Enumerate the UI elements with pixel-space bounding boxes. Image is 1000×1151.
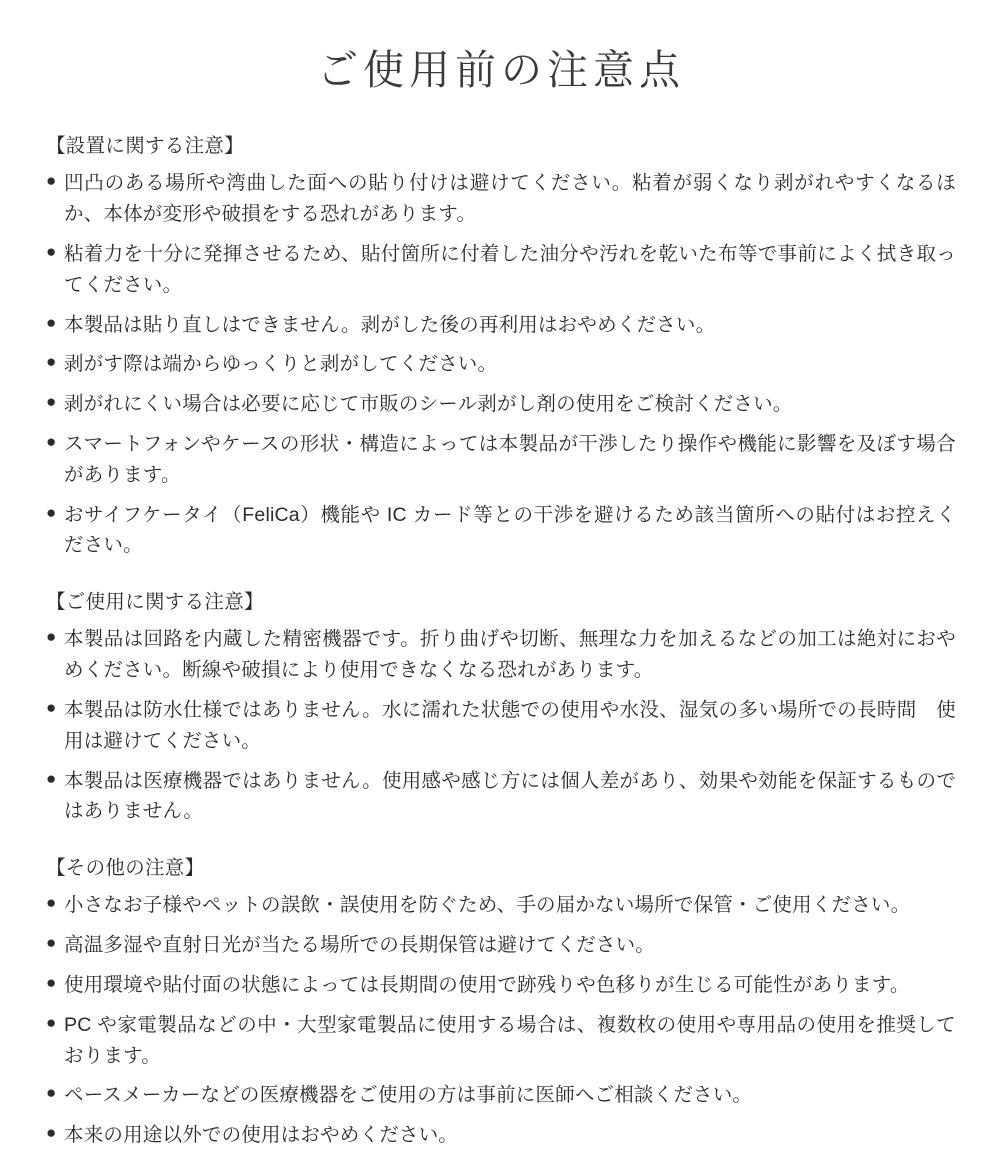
bullet-icon: ● [46,1012,57,1032]
list-item-text: 本来の用途以外での使用はおやめください。 [64,1124,459,1147]
bullet-icon: ● [46,893,57,913]
list-item [46,168,956,230]
bullet-icon: ● [46,312,57,332]
list-item [46,310,956,341]
page-title: ご使用前の注意点 [317,47,685,93]
bullet-icon: ● [46,171,57,191]
list-item-text: スマートフォンやケースの形状・構造によっては本製品が干渉したり操作や機能に影響を及ぼす場合があります。 [64,432,956,486]
list-item-text: 本製品は防水仕様ではありません。水に濡れた状態での使用や水没、湿気の多い場所での長時間 使用は避けてください。 [64,698,956,752]
list-item-text: 高温多湿や直射日光が当たる場所での長期保管は避けてください。 [64,934,656,957]
section-installation-notes [46,131,956,561]
bullet-icon: ● [46,627,57,647]
bullet-icon: ● [46,933,57,953]
list-item [46,239,956,301]
list-item-text: 本製品は貼り直しはできません。剥がした後の再利用はおやめください。 [64,313,716,336]
section-heading: 【その他の注意】 [46,857,205,880]
list-item [46,930,956,961]
list-item [46,890,956,921]
bullet-icon: ● [46,392,57,412]
bullet-icon: ● [46,352,57,372]
bullet-icon: ● [46,502,57,522]
bullet-icon: ● [46,1123,57,1143]
list-item-text: 剥がす際は端からゆっくりと剥がしてください。 [64,353,498,376]
bullet-icon: ● [46,697,57,717]
section-other-notes [46,853,956,1151]
list-item-text: 粘着力を十分に発揮させるため、貼付箇所に付着した油分や汚れを乾いた布等で事前によく拭き取ってください。 [64,243,956,296]
list-item [46,1080,956,1111]
bullet-icon: ● [46,242,57,261]
list-item-text: 小さなお子様やペットの誤飲・誤使用を防ぐため、手の届かない場所で保管・ご使用ください。 [64,894,911,917]
list-item [46,500,956,562]
bullet-icon: ● [46,972,57,992]
list-item [46,766,956,828]
list-item [46,429,956,491]
list-item [46,349,956,380]
list-item-text: 本製品は医療機器ではありません。使用感や感じ方には個人差があり、効果や効能を保証するものではありません。 [64,769,956,823]
list-item [46,970,956,1001]
section-heading: 【設置に関する注意】 [46,135,245,158]
list-item-text: おサイフケータイ（FeliCa）機能や IC カード等との干渉を避けるため該当箇所への貼付はお控えください。 [64,503,956,557]
section-usage-notes [46,587,956,827]
list-item [46,624,956,686]
list-item-text: PC や家電製品などの中・大型家電製品に使用する場合は、複数枚の使用や専用品の使用を推奨しております。 [64,1013,956,1067]
list-item [46,1120,956,1151]
list-item-text: 剥がれにくい場合は必要に応じて市販のシール剥がし剤の使用をご検討ください。 [64,393,793,416]
list-item-text: 使用環境や貼付面の状態によっては長期間の使用で跡残りや色移りが生じる可能性があります。 [64,973,910,996]
list-item-text: 凹凸のある場所や湾曲した面への貼り付けは避けてください。粘着が弱くなり剥がれやすくなるほか、本体が変形や破損をする恐れがあります。 [64,172,956,226]
bullet-icon: ● [46,768,57,788]
list-item [46,695,956,757]
bullet-icon: ● [46,431,57,451]
list-item [46,1010,956,1072]
list-item-text: ペースメーカーなどの医療機器をご使用の方は事前に医師へご相談ください。 [64,1084,753,1107]
list-item [46,389,956,420]
list-item-text: 本製品は回路を内蔵した精密機器です。折り曲げや切断、無理な力を加えるなどの加工は絶対におやめください。断線や破損により使用できなくなる恐れがあります。 [64,628,956,682]
section-heading: 【ご使用に関する注意】 [46,591,264,614]
bullet-icon: ● [46,1083,57,1103]
